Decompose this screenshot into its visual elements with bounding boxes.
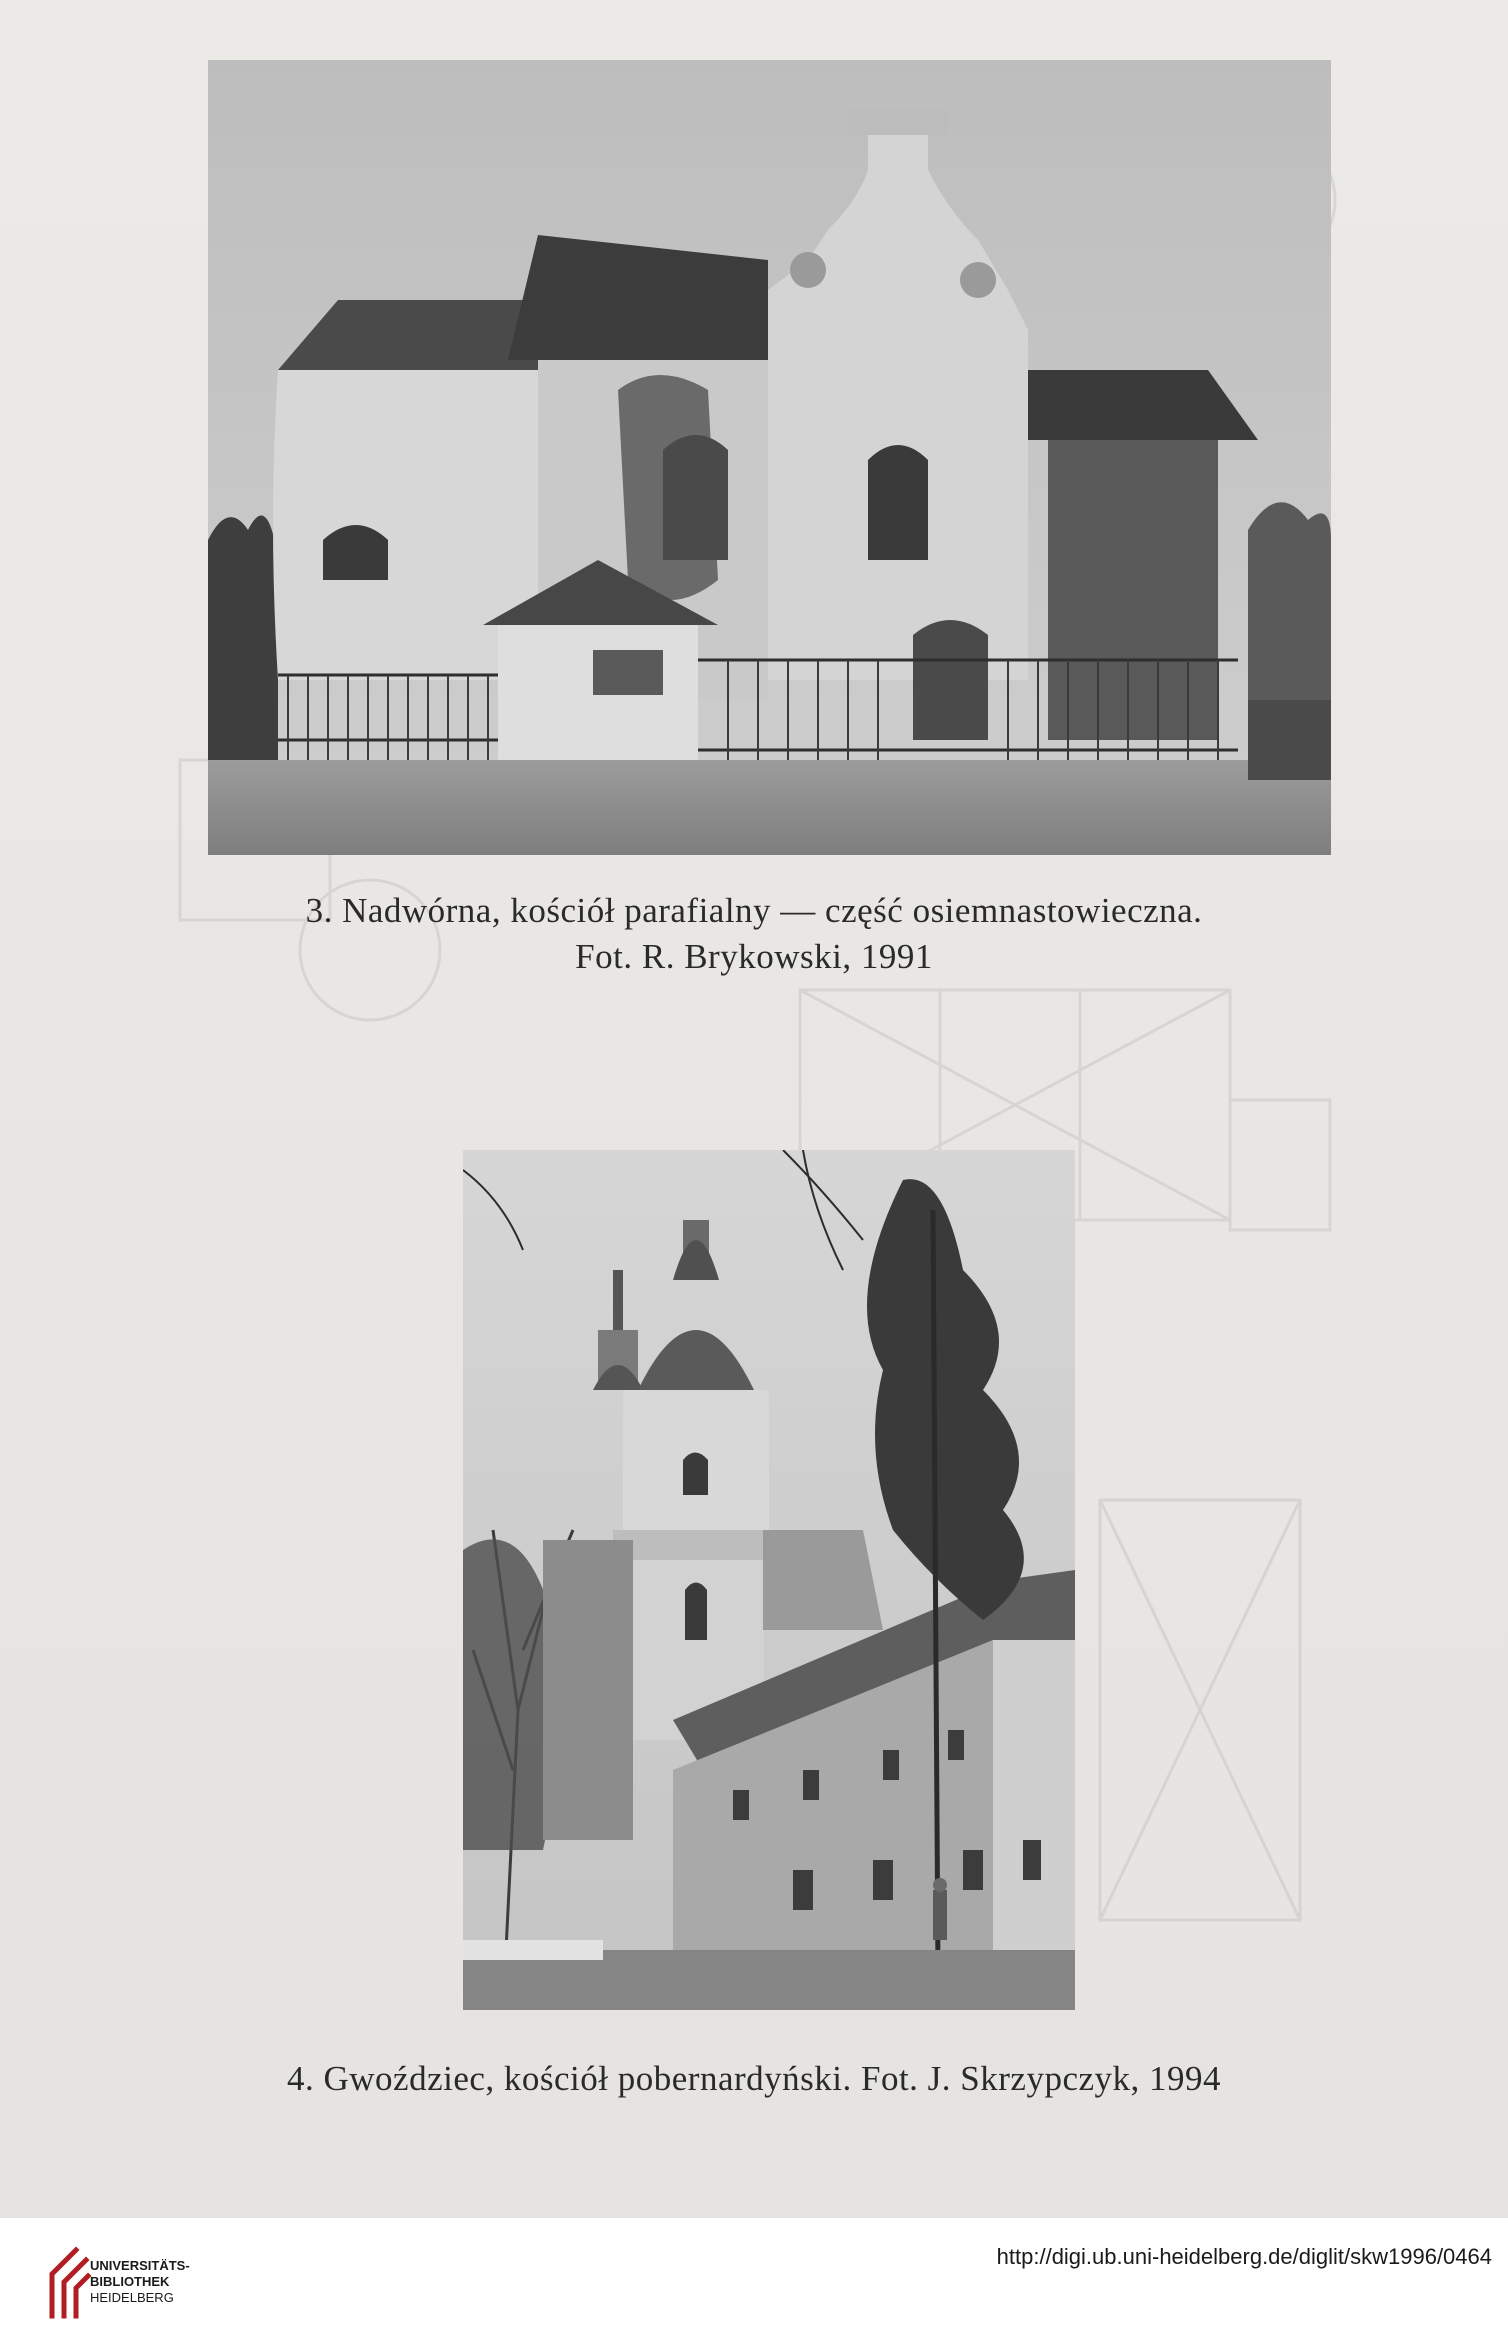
source-url-link[interactable]: http://digi.ub.uni-heidelberg.de/diglit/skw1996/0464	[996, 2244, 1492, 2269]
figure-caption-3	[0, 888, 1508, 980]
figure-caption-4: 4. Gwoździec, kościół pobernardyński. Fot. J. Skrzypczyk, 1994	[286, 2059, 1222, 2098]
footer-bar	[0, 2218, 1508, 2343]
university-library-logo-icon	[36, 2246, 92, 2320]
library-name-line-3: HEIDELBERG	[90, 2290, 174, 2305]
photo-nadworna-church	[208, 60, 1331, 855]
library-name	[90, 2258, 190, 2306]
library-name-line-2: BIBLIOTHEK	[90, 2274, 170, 2289]
caption-3-line-2: Fot. R. Brykowski, 1991	[575, 937, 933, 976]
photo-gwozdziec-church	[463, 1150, 1075, 2010]
library-name-line-1: UNIVERSITÄTS-	[90, 2258, 190, 2273]
caption-3-line-1: 3. Nadwórna, kościół parafialny — część osiemnastowieczna.	[305, 891, 1203, 930]
